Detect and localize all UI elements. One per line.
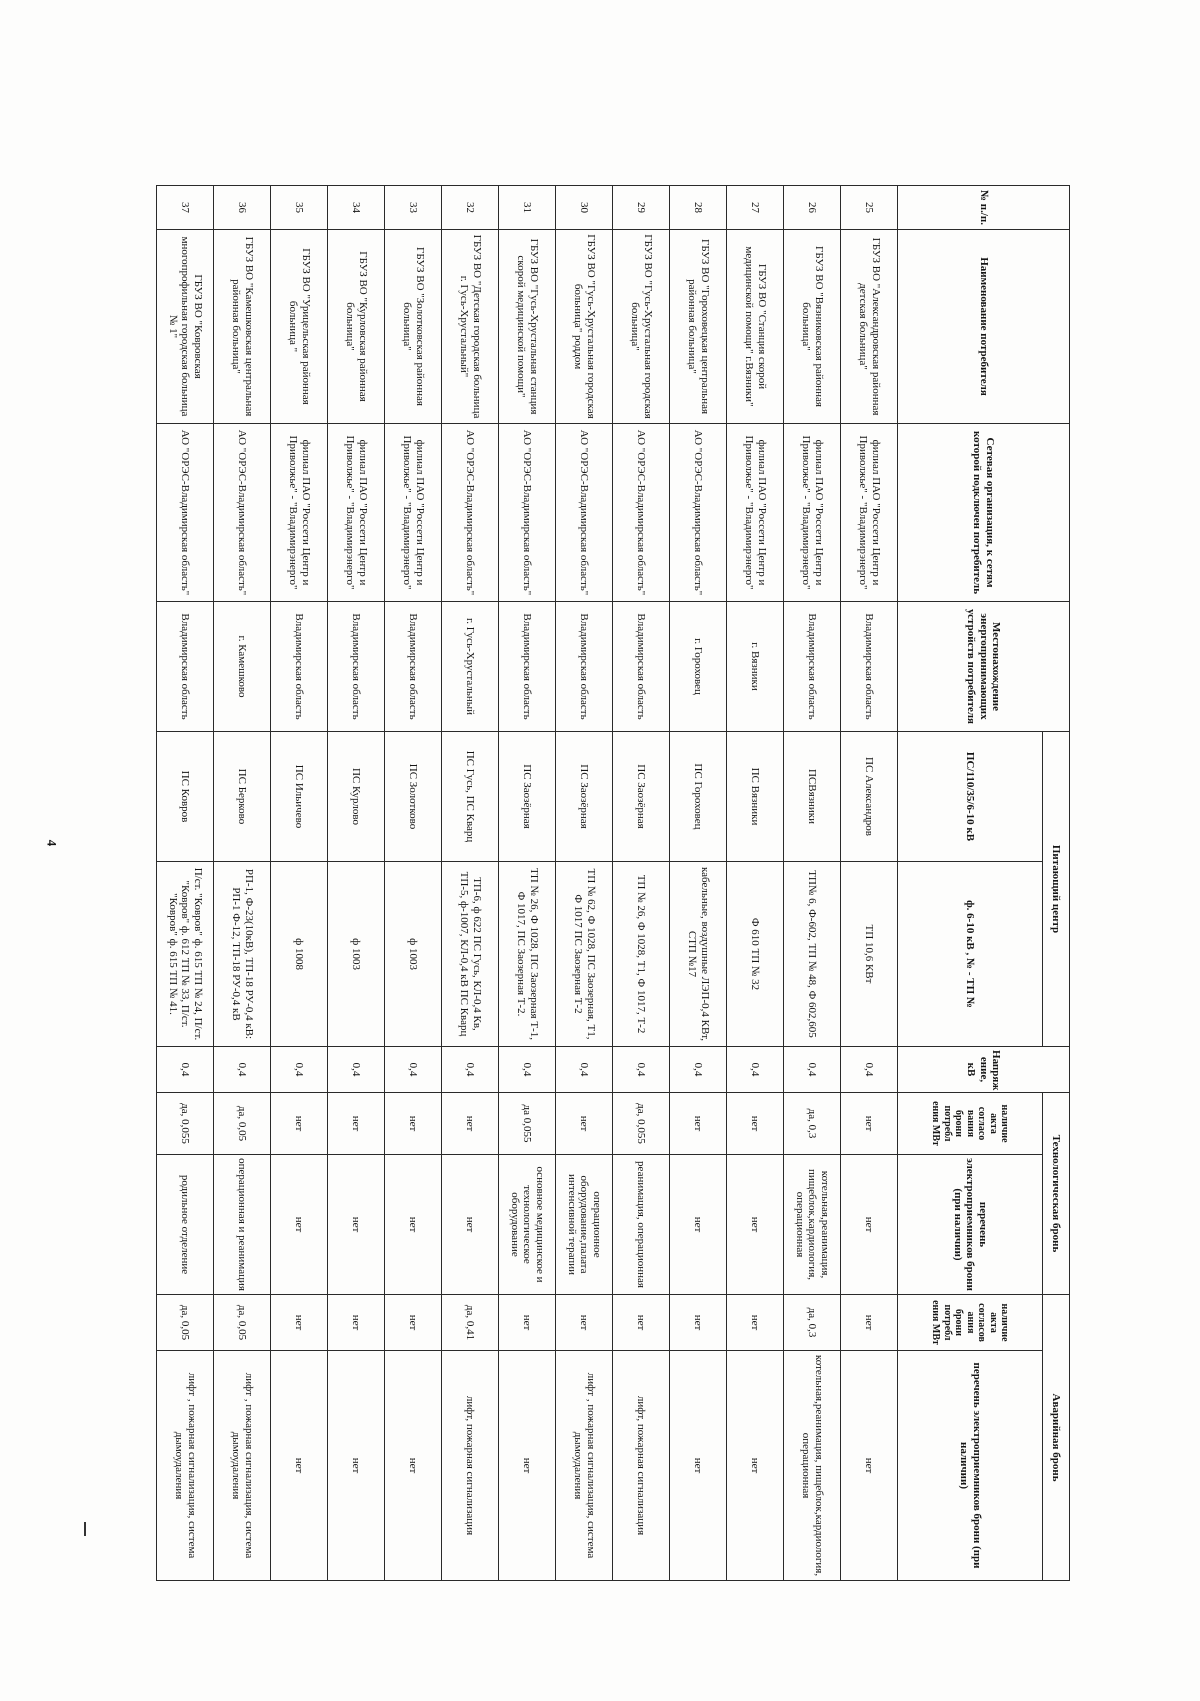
- cell-num: 35: [271, 186, 328, 230]
- cell-emerg-list: котельная,реанимация, пищеблок,кардиология, операционная: [784, 1351, 841, 1581]
- cell-network-org: филиал ПАО "Россети Центр и Приволжье" - "Владимирэнерго": [727, 424, 784, 602]
- header-voltage: Напряж ение, кВ: [898, 1047, 1070, 1093]
- cell-emerg-act: нет: [385, 1295, 442, 1351]
- cell-network-org: АО "ОРЭС-Владимирская область": [157, 424, 214, 602]
- cell-location: Владимирская область: [499, 602, 556, 732]
- cell-substation: ПС Гусь, ПС Кварц: [442, 732, 499, 862]
- cell-location: Владимирская область: [784, 602, 841, 732]
- cell-emerg-list: нет: [670, 1351, 727, 1581]
- cell-emerg-list: нет: [328, 1351, 385, 1581]
- cell-location: Владимирская область: [271, 602, 328, 732]
- cell-location: Владимирская область: [841, 602, 898, 732]
- table-row: [499, 186, 556, 1581]
- cell-tech-act: нет: [442, 1093, 499, 1155]
- cell-tech-list: нет: [271, 1155, 328, 1295]
- cell-location: Владимирская область: [556, 602, 613, 732]
- cell-name: ГБУЗ ВО "Гусь-Хрустальная городская больница": [613, 230, 670, 424]
- cell-num: 37: [157, 186, 214, 230]
- cell-tech-act: да, 0,055: [613, 1093, 670, 1155]
- cell-name: ГБУЗ ВО "Гусь-Хрустальная городская больница" роддом: [556, 230, 613, 424]
- cell-emerg-act: нет: [499, 1295, 556, 1351]
- cell-network-org: филиал ПАО "Россети Центр и Приволжье" - "Владимирэнерго": [784, 424, 841, 602]
- cell-substation: ПСВязники: [784, 732, 841, 862]
- cell-name: ГБУЗ ВО "Гусь-Хрустальная станция скорой медицинской помощи": [499, 230, 556, 424]
- cell-num: 34: [328, 186, 385, 230]
- cell-emerg-act: нет: [841, 1295, 898, 1351]
- cell-feeder: РП-1, Ф-23(10кВ), ТП-18 РУ-0,4 кВ: РП-1 Ф-12, ТП-18 РУ-0,4 кВ: [214, 862, 271, 1047]
- cell-voltage: 0,4: [157, 1047, 214, 1093]
- cell-feeder: ТП№ 6, Ф-602, ТП № 48, Ф 602,605: [784, 862, 841, 1047]
- cell-location: г. Вязники: [727, 602, 784, 732]
- cell-voltage: 0,4: [841, 1047, 898, 1093]
- cell-substation: ПС Ковров: [157, 732, 214, 862]
- cell-name: ГБУЗ ВО "Золотковская районная больница": [385, 230, 442, 424]
- cell-location: Владимирская область: [157, 602, 214, 732]
- cell-emerg-act: да, 0,41: [442, 1295, 499, 1351]
- header-row-group: [1043, 186, 1070, 1581]
- cell-substation: ПС Ильичево: [271, 732, 328, 862]
- header-emerg-list: перечень электроприемников брони (при наличии): [898, 1351, 1043, 1581]
- cell-tech-act: да, 0,3: [784, 1093, 841, 1155]
- cell-num: 31: [499, 186, 556, 230]
- cell-num: 29: [613, 186, 670, 230]
- header-power-center: Питающий центр: [1043, 732, 1070, 1047]
- cell-voltage: 0,4: [442, 1047, 499, 1093]
- header-emerg-act: наличие акта согласов ания брони потребл ения МВт: [898, 1295, 1043, 1351]
- header-tech-list: перечень электроприемников брони (при наличии): [898, 1155, 1043, 1295]
- margin-mark: [84, 1522, 86, 1536]
- cell-tech-list: родильное отделение: [157, 1155, 214, 1295]
- cell-emerg-list: нет: [385, 1351, 442, 1581]
- cell-num: 36: [214, 186, 271, 230]
- cell-tech-act: нет: [670, 1093, 727, 1155]
- table-row: [385, 186, 442, 1581]
- cell-name: ГБУЗ ВО "Курловская районная больница": [328, 230, 385, 424]
- table-row: [784, 186, 841, 1581]
- cell-substation: ПС Берково: [214, 732, 271, 862]
- cell-substation: ПС Вязники: [727, 732, 784, 862]
- cell-emerg-list: лифт , пожарная сигнализация, система дымоудаления: [556, 1351, 613, 1581]
- reserve-table: [156, 185, 1070, 1581]
- cell-name: ГБУЗ ВО "Детская городская больница г. Гусь-Хрустальный": [442, 230, 499, 424]
- page-number: 4: [44, 839, 60, 847]
- table-row: [328, 186, 385, 1581]
- cell-voltage: 0,4: [328, 1047, 385, 1093]
- cell-name: ГБУЗ ВО "Ковровская многопрофильная городская больница № 1": [157, 230, 214, 424]
- cell-substation: ПС Курлово: [328, 732, 385, 862]
- cell-tech-list: нет: [670, 1155, 727, 1295]
- cell-tech-act: нет: [556, 1093, 613, 1155]
- cell-network-org: АО "ОРЭС-Владимирская область": [214, 424, 271, 602]
- cell-tech-act: нет: [841, 1093, 898, 1155]
- cell-network-org: АО "ОРЭС-Владимирская область": [670, 424, 727, 602]
- cell-emerg-act: да, 0,05: [157, 1295, 214, 1351]
- cell-emerg-act: нет: [727, 1295, 784, 1351]
- cell-network-org: АО "ОРЭС-Владимирская область": [499, 424, 556, 602]
- cell-emerg-list: лифт, пожарная сигнализация: [613, 1351, 670, 1581]
- cell-feeder: ТП № 26, Ф 1028, ПС Заозерная Т-1, Ф 1017, ПС Заозерная Т-2.: [499, 862, 556, 1047]
- cell-tech-act: да 0,055: [499, 1093, 556, 1155]
- cell-location: Владимирская область: [328, 602, 385, 732]
- cell-tech-list: операционная и реанимация: [214, 1155, 271, 1295]
- header-location: Местонахождение энергопринимающих устройств потребителя: [898, 602, 1070, 732]
- cell-num: 28: [670, 186, 727, 230]
- table-row: [214, 186, 271, 1581]
- table-row: [271, 186, 328, 1581]
- cell-tech-list: нет: [328, 1155, 385, 1295]
- cell-voltage: 0,4: [271, 1047, 328, 1093]
- cell-emerg-list: лифт , пожарная сигнализация, система дымоудаления: [157, 1351, 214, 1581]
- cell-emerg-act: да, 0,3: [784, 1295, 841, 1351]
- table-row: [841, 186, 898, 1581]
- cell-tech-act: нет: [727, 1093, 784, 1155]
- cell-network-org: АО "ОРЭС-Владимирская область": [613, 424, 670, 602]
- cell-substation: ПС Заозёрная: [556, 732, 613, 862]
- cell-voltage: 0,4: [214, 1047, 271, 1093]
- cell-network-org: филиал ПАО "Россети Центр и Приволжье" - "Владимирэнерго": [385, 424, 442, 602]
- cell-voltage: 0,4: [613, 1047, 670, 1093]
- cell-emerg-list: нет: [271, 1351, 328, 1581]
- cell-feeder: ТП 10,6 КВт: [841, 862, 898, 1047]
- cell-tech-act: нет: [328, 1093, 385, 1155]
- cell-tech-act: нет: [385, 1093, 442, 1155]
- header-num: № п./п.: [898, 186, 1070, 230]
- table-body: [157, 186, 898, 1581]
- header-network-org: Сетевая организация, к сетям которой подключен потребитель: [898, 424, 1070, 602]
- cell-name: ГБУЗ ВО "Александровская районная детская больница": [841, 230, 898, 424]
- table-row: [727, 186, 784, 1581]
- cell-emerg-act: нет: [271, 1295, 328, 1351]
- table-row: [556, 186, 613, 1581]
- header-name: Наименование потребителя: [898, 230, 1070, 424]
- cell-tech-list: нет: [727, 1155, 784, 1295]
- cell-feeder: ф 1003: [328, 862, 385, 1047]
- cell-voltage: 0,4: [556, 1047, 613, 1093]
- cell-network-org: филиал ПАО "Россети Центр и Приволжье" - "Владимирэнерго": [271, 424, 328, 602]
- cell-emerg-act: нет: [556, 1295, 613, 1351]
- cell-substation: ПС Гороховец: [670, 732, 727, 862]
- cell-feeder: ф 1003: [385, 862, 442, 1047]
- cell-location: г. Камешково: [214, 602, 271, 732]
- cell-network-org: АО "ОРЭС-Владимирская область": [442, 424, 499, 602]
- cell-tech-list: котельная,реанимация, пищеблок,кардиология, операционная: [784, 1155, 841, 1295]
- cell-location: Владимирская область: [385, 602, 442, 732]
- cell-num: 25: [841, 186, 898, 230]
- cell-num: 26: [784, 186, 841, 230]
- cell-network-org: филиал ПАО "Россети Центр и Приволжье" - "Владимирэнерго": [328, 424, 385, 602]
- cell-name: ГБУЗ ВО "Вязниковская районная больница": [784, 230, 841, 424]
- cell-network-org: АО "ОРЭС-Владимирская область": [556, 424, 613, 602]
- cell-num: 27: [727, 186, 784, 230]
- cell-voltage: 0,4: [385, 1047, 442, 1093]
- cell-voltage: 0,4: [727, 1047, 784, 1093]
- cell-emerg-list: лифт , пожарная сигнализация, система дымоудаления: [214, 1351, 271, 1581]
- cell-emerg-act: нет: [328, 1295, 385, 1351]
- header-emerg-group: Аварийная бронь: [1043, 1295, 1070, 1581]
- header-tech-group: Технологическая бронь: [1043, 1093, 1070, 1295]
- cell-voltage: 0,4: [499, 1047, 556, 1093]
- table-row: [613, 186, 670, 1581]
- cell-feeder: П/ст. "Ковров" ф. 615 ТП № 24, П/ст. "Ковров" ф. 612 ТП № 33, П/ст. "Ковров" ф. 615 ТП № 41.: [157, 862, 214, 1047]
- cell-network-org: филиал ПАО "Россети Центр и Приволжье" - "Владимирэнерго": [841, 424, 898, 602]
- header-feeder: ф. 6-10 кВ , № - ТП №: [898, 862, 1043, 1047]
- cell-feeder: ТП-6, ф 622 ПС Гусь, КЛ-0,4 Кв, ТП-5, ф-1007, КЛ-0,4 кВ ПС Кварц: [442, 862, 499, 1047]
- cell-emerg-list: лифт, пожарная сигнализация: [442, 1351, 499, 1581]
- cell-name: ГБУЗ ВО "Урицельская районная больница ": [271, 230, 328, 424]
- cell-location: г. Гороховец: [670, 602, 727, 732]
- cell-tech-list: реанимация, операционная: [613, 1155, 670, 1295]
- header-substation: ПС/110/35/6-10 кВ: [898, 732, 1043, 862]
- cell-tech-act: да, 0,05: [214, 1093, 271, 1155]
- cell-feeder: ф 1008: [271, 862, 328, 1047]
- cell-voltage: 0,4: [670, 1047, 727, 1093]
- cell-name: ГБУЗ ВО "Станция скорой медицинской помощи" г.Вязники": [727, 230, 784, 424]
- cell-num: 30: [556, 186, 613, 230]
- cell-num: 33: [385, 186, 442, 230]
- cell-location: г. Гусь-Хрустальный: [442, 602, 499, 732]
- cell-num: 32: [442, 186, 499, 230]
- cell-tech-list: нет: [841, 1155, 898, 1295]
- cell-name: ГБУЗ ВО "Камешковская центральная районная больница": [214, 230, 271, 424]
- cell-emerg-list: нет: [499, 1351, 556, 1581]
- cell-tech-list: нет: [442, 1155, 499, 1295]
- cell-tech-act: нет: [271, 1093, 328, 1155]
- cell-feeder: кабельные, воздушные ЛЭП-0,4 КВт, СТП №17: [670, 862, 727, 1047]
- cell-substation: ПС Золотково: [385, 732, 442, 862]
- table-row: [442, 186, 499, 1581]
- cell-emerg-act: нет: [670, 1295, 727, 1351]
- cell-substation: ПС Александров: [841, 732, 898, 862]
- cell-tech-list: операционное оборудование,палата интенсивной терапии: [556, 1155, 613, 1295]
- header-tech-act: наличие акта согласо вания брони потребл ения МВт: [898, 1093, 1043, 1155]
- cell-name: ГБУЗ ВО "Гороховецкая центральная районная больница": [670, 230, 727, 424]
- cell-voltage: 0,4: [784, 1047, 841, 1093]
- cell-location: Владимирская область: [613, 602, 670, 732]
- cell-feeder: Ф 610 ТП № 32: [727, 862, 784, 1047]
- cell-emerg-act: нет: [613, 1295, 670, 1351]
- cell-emerg-list: нет: [727, 1351, 784, 1581]
- cell-tech-list: нет: [385, 1155, 442, 1295]
- cell-tech-act: да, 0,055: [157, 1093, 214, 1155]
- table-row: [670, 186, 727, 1581]
- cell-feeder: ТП № 26, Ф 1028, Т1, Ф 1017, Т-2: [613, 862, 670, 1047]
- cell-feeder: ТП № 62, Ф 1028, ПС Заозерная, Т1, Ф 1017 ПС Заозерная Т-2: [556, 862, 613, 1047]
- cell-emerg-act: да, 0,05: [214, 1295, 271, 1351]
- rotated-table-container: [166, 185, 1070, 1580]
- table-row: [157, 186, 214, 1581]
- cell-substation: ПС Заозёрная: [499, 732, 556, 862]
- cell-tech-list: основное медицинское и технологическое оборудование: [499, 1155, 556, 1295]
- cell-substation: ПС Заозёрная: [613, 732, 670, 862]
- cell-emerg-list: нет: [841, 1351, 898, 1581]
